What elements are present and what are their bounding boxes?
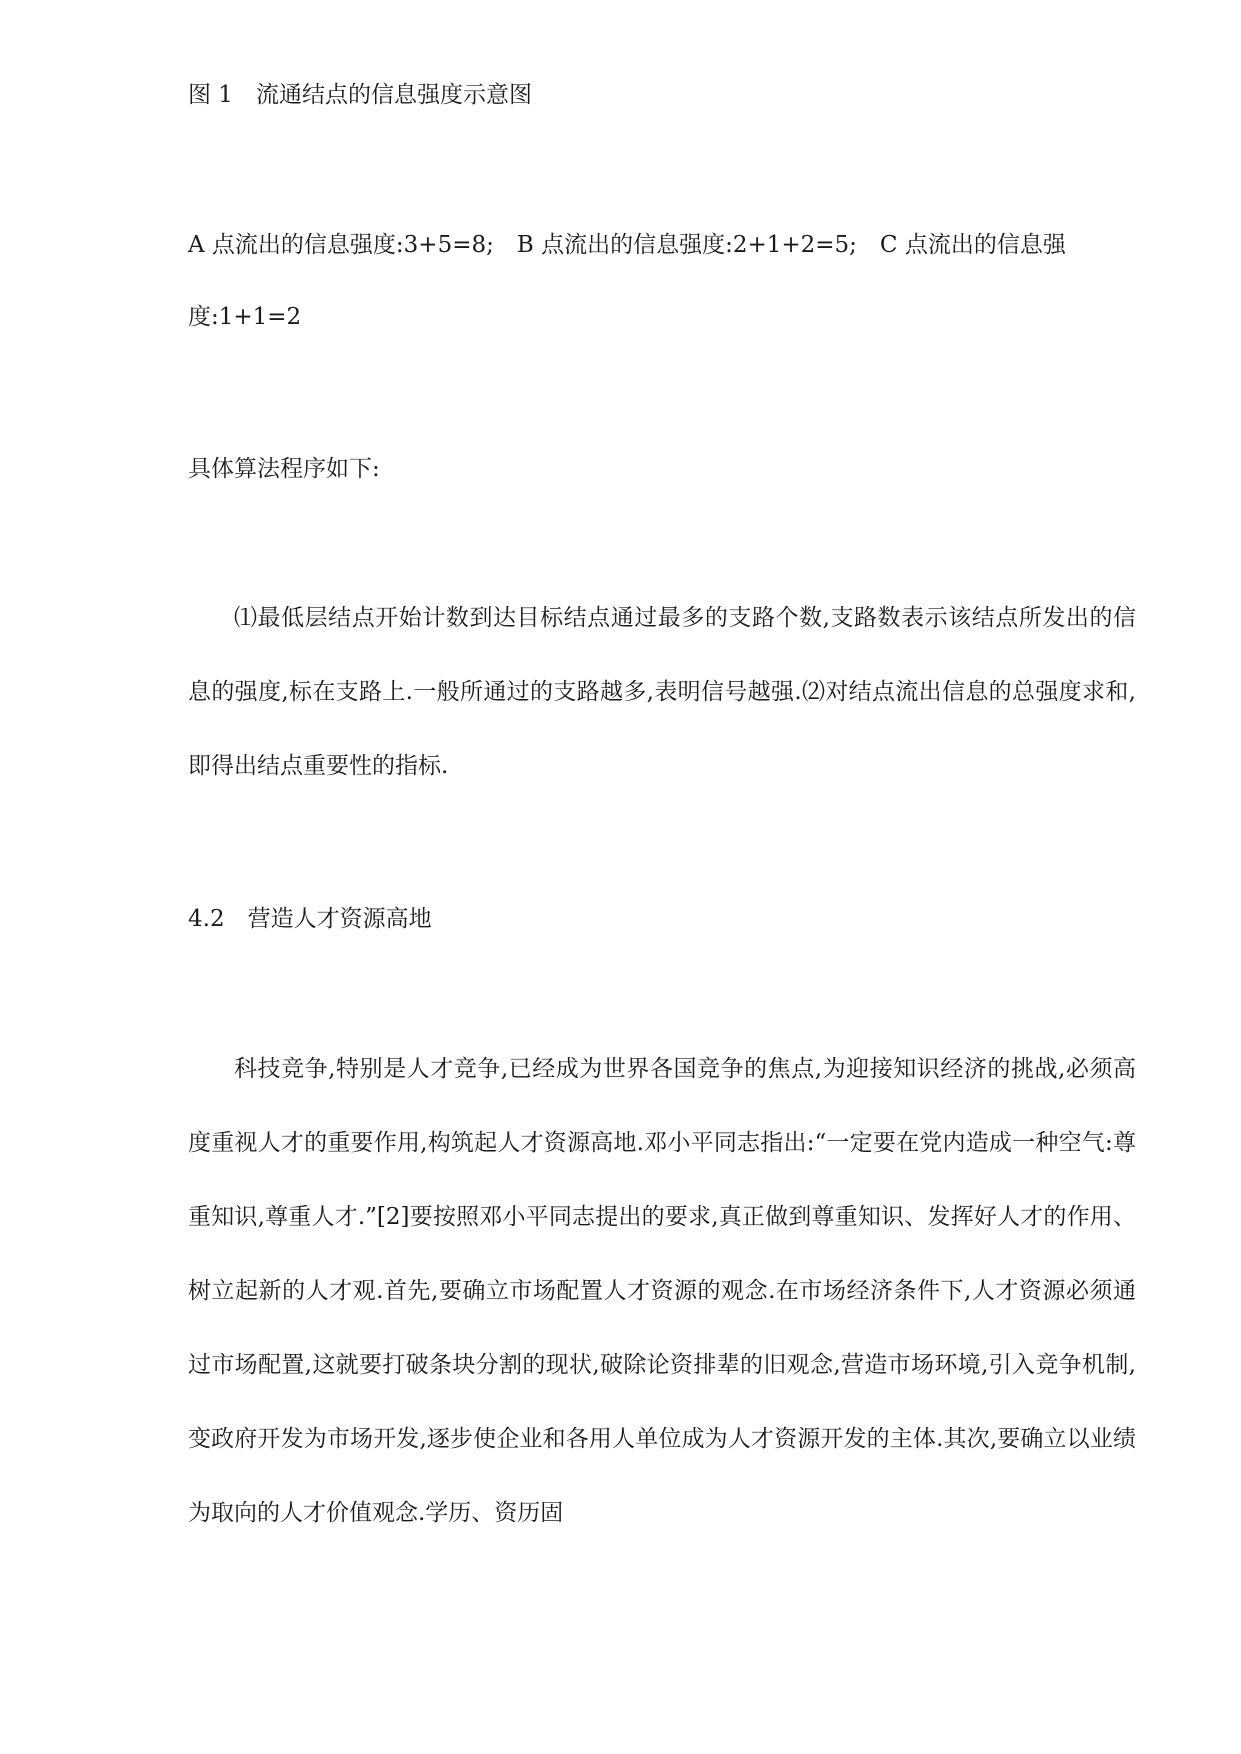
strength-line-2: 度:1+1=2 bbox=[188, 304, 302, 330]
algorithm-intro: 具体算法程序如下: bbox=[188, 456, 380, 482]
strength-line-1: A 点流出的信息强度:3+5=8; B 点流出的信息强度:2+1+2=5; C 点流出的信息强 bbox=[188, 232, 1066, 258]
section-heading: 4.2 营造人才资源高地 bbox=[188, 906, 432, 932]
algorithm-paragraph: ⑴最低层结点开始计数到达目标结点通过最多的支路个数,支路数表示该结点所发出的信息的强度,标在支路上.一般所通过的支路越多,表明信号越强.⑵对结点流出信息的总强度求和,即得出结点重要性的指标. bbox=[188, 605, 1136, 779]
section-paragraph: 科技竞争,特别是人才竞争,已经成为世界各国竞争的焦点,为迎接知识经济的挑战,必须高度重视人才的重要作用,构筑起人才资源高地.邓小平同志指出:“一定要在党内造成一种空气:尊重知识,尊重人才.”[2]要按照邓小平同志提出的要求,真正做到尊重知识、发挥好人才的作用、树立起新的人才观.首先,要确立市场配置人才资源的观念.在市场经济条件下,人才资源必须通过市场配置,这就要打破条块分割的现状,破除论资排辈的旧观念,营造市场环境,引入竞争机制,变政府开发为市场开发,逐步使企业和各用人单位成为人才资源开发的主体.其次,要确立以业绩为取向的人才价值观念.学历、资历固 bbox=[188, 1056, 1136, 1526]
figure-caption: 图 1 流通结点的信息强度示意图 bbox=[188, 82, 532, 108]
